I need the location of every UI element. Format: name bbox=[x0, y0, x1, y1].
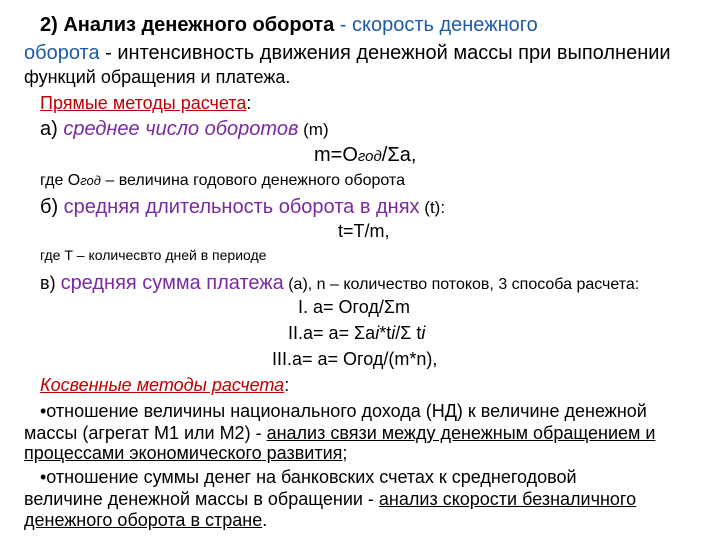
formula-c-3 bbox=[272, 350, 437, 370]
heading-title: 2) Анализ денежного оборота bbox=[40, 14, 335, 36]
heading-line-1 bbox=[40, 14, 538, 36]
indirect-bullet-1-line-1 bbox=[40, 402, 647, 422]
heading-line-3 bbox=[24, 68, 290, 88]
bullet-1-line-1: •отношение величины национального дохода (НД) к величине денежной bbox=[40, 401, 647, 421]
formula-c-2-i3: i bbox=[421, 323, 426, 343]
item-a-suffix: (m) bbox=[298, 120, 329, 139]
formula-a-sub: год bbox=[357, 148, 382, 165]
formula-c-2-i1: i bbox=[375, 323, 380, 343]
formula-c-1-text: I. a= Огод/Σm bbox=[298, 297, 410, 317]
formula-c-2-c: /Σ t bbox=[395, 323, 422, 343]
item-c bbox=[40, 272, 639, 294]
item-b-prefix: б) bbox=[40, 196, 64, 218]
bullet-2-line-2-underlined: анализ скорости безналичного bbox=[378, 489, 637, 509]
indirect-methods-colon: : bbox=[284, 375, 290, 395]
indirect-methods-label: Косвенные методы расчета bbox=[40, 375, 285, 395]
formula-c-2-b: *t bbox=[379, 323, 392, 343]
bullet-2-line-1: •отношение суммы денег на банковских счетах к среднегодовой bbox=[40, 467, 577, 487]
indirect-methods-title bbox=[40, 376, 289, 396]
item-b-name: средняя длительность оборота в днях bbox=[63, 196, 420, 218]
heading-definition-end: функций обращения и платежа. bbox=[24, 67, 291, 87]
formula-a-main: m=O bbox=[314, 144, 358, 166]
note-a-tail: – величина годового денежного оборота bbox=[100, 172, 405, 189]
item-a-note bbox=[40, 172, 405, 190]
formula-c-2-a: II.a= a= Σa bbox=[288, 323, 376, 343]
bullet-1-line-2-plain: массы (агрегат М1 или М2) - bbox=[24, 423, 267, 443]
item-a-formula bbox=[314, 144, 416, 166]
indirect-bullet-1-line-2 bbox=[24, 424, 655, 444]
item-c-name: средняя сумма платежа bbox=[60, 272, 284, 294]
formula-c-1 bbox=[298, 298, 410, 318]
formula-a-tail: /Σa, bbox=[381, 144, 417, 166]
item-c-prefix: в) bbox=[40, 273, 61, 293]
item-a bbox=[40, 118, 329, 140]
item-b-note bbox=[40, 248, 266, 263]
bullet-2-line-2-plain: величине денежной массы в обращении - bbox=[24, 489, 379, 509]
item-b bbox=[40, 196, 445, 218]
indirect-bullet-2-line-2 bbox=[24, 490, 636, 510]
heading-term-tail: - скорость денежного bbox=[334, 14, 538, 36]
bullet-1-line-3-tail: ; bbox=[342, 443, 348, 463]
bullet-1-line-2-underlined: анализ связи между денежным обращением и bbox=[266, 423, 656, 443]
item-a-prefix: а) bbox=[40, 118, 64, 140]
bullet-2-line-3-underlined: денежного оборота в стране bbox=[24, 510, 263, 530]
bullet-2-line-3-tail: . bbox=[262, 510, 268, 530]
indirect-bullet-2-line-1 bbox=[40, 468, 577, 488]
heading-term-word: оборота bbox=[24, 42, 100, 64]
heading-line-2 bbox=[24, 42, 671, 64]
formula-c-2 bbox=[288, 324, 425, 344]
item-c-suffix: (a), n – количество потоков, 3 способа расчета: bbox=[283, 276, 640, 293]
indirect-bullet-1-line-3 bbox=[24, 444, 347, 464]
note-b: где Т – количесвто дней в периоде bbox=[40, 247, 267, 263]
direct-methods-title bbox=[40, 94, 251, 114]
note-a-sub: год bbox=[80, 173, 101, 188]
heading-definition: - интенсивность движения денежной массы при выполнении bbox=[99, 42, 671, 64]
item-a-name: среднее число оборотов bbox=[63, 118, 299, 140]
item-b-formula bbox=[338, 222, 390, 242]
formula-c-3-text: III.a= a= Огод/(m*n), bbox=[272, 349, 438, 369]
direct-methods-colon: : bbox=[246, 93, 252, 113]
formula-c-2-i2: i bbox=[391, 323, 396, 343]
indirect-bullet-2-line-3 bbox=[24, 511, 267, 531]
bullet-1-line-3-underlined: процессами экономического развития bbox=[24, 443, 343, 463]
item-b-suffix: (t): bbox=[419, 198, 446, 217]
direct-methods-label: Прямые методы расчета bbox=[40, 93, 247, 113]
note-a-prefix: где O bbox=[40, 172, 81, 189]
formula-b: t=T/m, bbox=[338, 221, 390, 241]
